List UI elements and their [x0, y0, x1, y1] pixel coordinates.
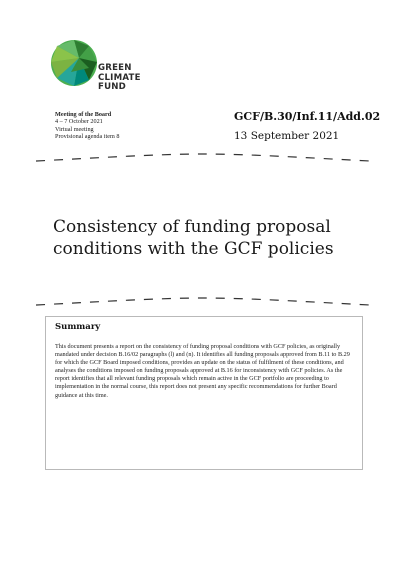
meeting-dates: 4 – 7 October 2021 [55, 118, 103, 126]
meeting-info [55, 111, 119, 141]
gcf-logo [49, 38, 169, 94]
divider-bottom [36, 294, 370, 308]
summary-text: This document presents a report on the consistency of funding proposal conditions with GCF policies, as originally mandated under decision B.16/02 paragraphs (l) and (n). It identifies all funding proposals approved from B.11 to B.29 for which the GCF Board imposed conditions, provides an update on the status of fulfilment of these conditions, and analyses the conditions imposed on funding proposals approved at B.16 for inconsistency with GCF policies. As the report identifies that all relevant funding proposals which remain active in the GCF portfolio are proceeding to implementation in the normal course, this report does not present any specific recommendations for further Board guidance at this time. [55, 343, 350, 399]
meeting-name: Meeting of the Board [55, 111, 112, 118]
summary-heading: Summary [55, 322, 101, 332]
agenda-item: Provisional agenda item 8 [55, 133, 120, 141]
logo-line-3: FUND [98, 82, 126, 93]
logo-line-1: GREEN [98, 63, 132, 73]
logo-line-2: CLIMATE [98, 72, 141, 83]
title-line-2: conditions with the GCF policies [53, 239, 334, 259]
document-title [53, 216, 383, 260]
globe-icon [49, 38, 99, 88]
logo-wordmark [98, 64, 141, 93]
document-date: 13 September 2021 [234, 130, 340, 142]
meeting-venue: Virtual meeting [55, 125, 94, 133]
document-reference: GCF/B.30/Inf.11/Add.02 [234, 110, 381, 123]
divider-top [36, 150, 370, 164]
title-line-1: Consistency of funding proposal [53, 217, 331, 237]
